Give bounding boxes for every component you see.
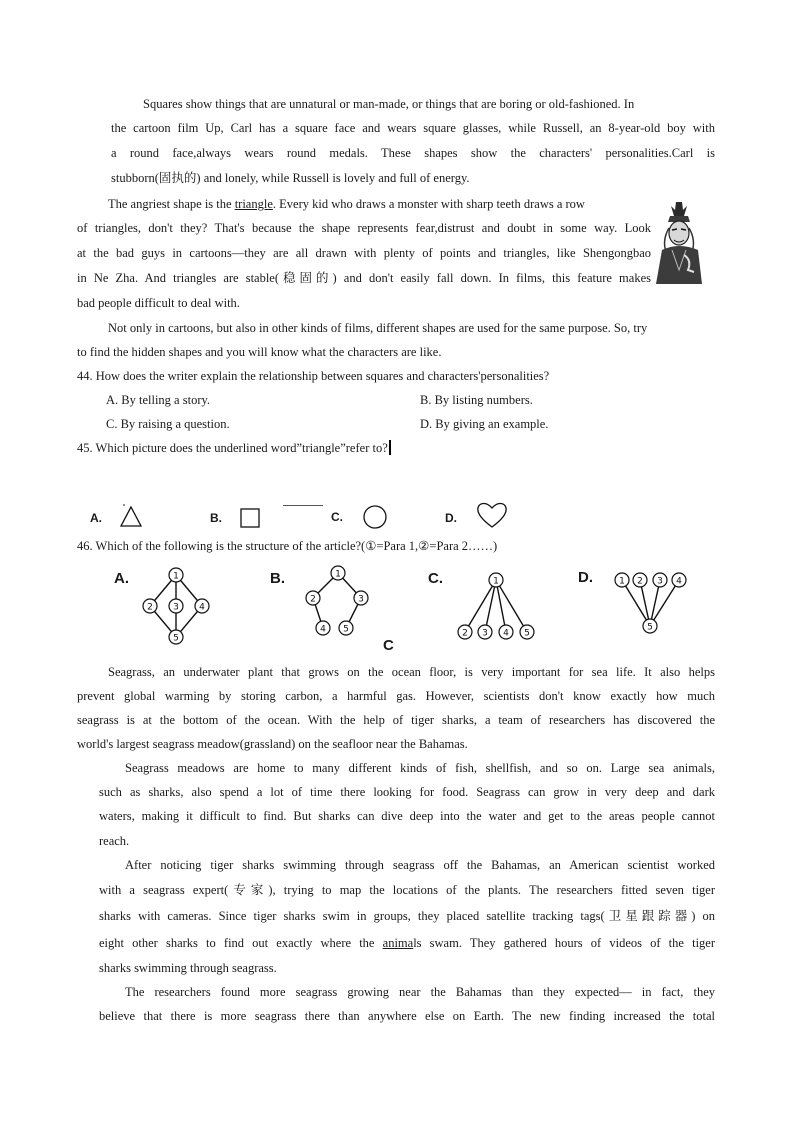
para2-line2: of triangles, don't they? That's because the shape represents fear,distrust and doubt in some way. Look bbox=[77, 221, 651, 235]
svg-text:2: 2 bbox=[637, 576, 643, 587]
para2-line1 bbox=[108, 195, 585, 213]
q45-label-c[interactable]: C. bbox=[331, 510, 343, 524]
svg-text:4: 4 bbox=[320, 624, 326, 635]
para1-line2: the cartoon film Up, Carl has a square face and wears square glasses, while Russell, an 8-year-old boy with bbox=[111, 121, 715, 135]
underlined-animals: anima bbox=[382, 936, 414, 950]
passage-c-p3-line5: sharks swimming through seagrass. bbox=[99, 961, 277, 975]
svg-text:4: 4 bbox=[199, 602, 205, 613]
heart-icon[interactable] bbox=[475, 500, 509, 530]
para2-line3: at the bad guys in cartoons—they are all drawn with plenty of points and triangles, like Shengongbao bbox=[77, 246, 651, 260]
passage-c-p1-line4: world's largest seagrass meadow(grassland) on the seafloor near the Bahamas. bbox=[77, 737, 468, 751]
q45-stem-text: 45. Which picture does the underlined word”triangle”refer to? bbox=[77, 441, 388, 455]
passage-c-p3-line2: with a seagrass expert(专家), trying to map the locations of the plants. The researchers fitted seven tiger bbox=[99, 883, 715, 897]
q44-stem: 44. How does the writer explain the relationship between squares and characters'personalities? bbox=[77, 369, 550, 383]
q46-stem: 46. Which of the following is the structure of the article?(①=Para 1,②=Para 2……) bbox=[77, 539, 498, 553]
passage-c-p1-line2: prevent global warming by storing carbon, a harmful gas. However, scientists don't know exactly how much bbox=[77, 689, 715, 703]
passage-c-p3-line3: sharks with cameras. Since tiger sharks swim in groups, they placed satellite tracking tags(卫星跟踪器) on bbox=[99, 909, 715, 923]
passage-c-p2-line2: such as sharks, also spend a lot of time there looking for food. Seagrass can grow in very deep and dark bbox=[99, 785, 715, 799]
passage-c-p3-line4-post: ls swam. They gathered hours of videos of the tiger bbox=[413, 936, 715, 950]
passage-c-p1-line3: seagrass is at the bottom of the ocean. With the help of tiger sharks, a team of researchers has discovered the bbox=[77, 713, 715, 727]
structure-diagram-d[interactable] bbox=[610, 566, 692, 638]
q46-label-c[interactable]: C. bbox=[428, 570, 443, 587]
svg-text:3: 3 bbox=[173, 602, 179, 613]
svg-text:1: 1 bbox=[619, 576, 625, 587]
para1-line4: stubborn(固执的) and lonely, while Russell is lovely and full of energy. bbox=[111, 171, 470, 185]
divider-dash bbox=[283, 505, 323, 506]
passage-c-p4-line1: The researchers found more seagrass growing near the Bahamas than they expected— in fact, they bbox=[125, 985, 715, 999]
svg-text:1: 1 bbox=[493, 576, 499, 587]
square-icon[interactable] bbox=[238, 506, 262, 530]
svg-text:3: 3 bbox=[358, 594, 364, 605]
para2-line1-pre: The angriest shape is the bbox=[108, 197, 235, 211]
q45-label-d[interactable]: D. bbox=[445, 511, 457, 525]
svg-text:1: 1 bbox=[335, 569, 341, 580]
passage-c-p3-line4-pre: eight other sharks to find out exactly where the bbox=[99, 936, 383, 950]
circle-icon[interactable] bbox=[361, 503, 389, 531]
svg-text:5: 5 bbox=[647, 622, 653, 633]
passage-c-p2-line4: reach. bbox=[99, 834, 130, 848]
para1-line1: Squares show things that are unnatural or man-made, or things that are boring or old-fashioned. In bbox=[143, 97, 635, 111]
para2-line1-post: . Every kid who draws a monster with sharp teeth draws a row bbox=[272, 197, 585, 211]
structure-diagram-b[interactable] bbox=[298, 563, 378, 639]
q44-option-a[interactable]: A. By telling a story. bbox=[106, 393, 211, 407]
section-c-heading: C bbox=[383, 637, 394, 654]
svg-text:2: 2 bbox=[147, 602, 153, 613]
text-cursor bbox=[389, 440, 391, 455]
passage-c-p1-line1: Seagrass, an underwater plant that grows on the ocean floor, is very important for sea life. It also helps bbox=[108, 665, 715, 679]
svg-text:5: 5 bbox=[524, 628, 530, 639]
q46-label-b[interactable]: B. bbox=[270, 570, 285, 587]
structure-diagram-a[interactable] bbox=[138, 563, 214, 647]
para3-line2: to find the hidden shapes and you will know what the characters are like. bbox=[77, 345, 442, 359]
svg-text:4: 4 bbox=[676, 576, 682, 587]
svg-text:5: 5 bbox=[343, 624, 349, 635]
q44-option-c[interactable]: C. By raising a question. bbox=[106, 417, 230, 431]
q45-label-a[interactable]: A. bbox=[90, 511, 102, 525]
structure-diagram-c[interactable] bbox=[452, 566, 542, 642]
q45-stem bbox=[77, 439, 391, 457]
svg-text:4: 4 bbox=[503, 628, 509, 639]
passage-c-p3-line4 bbox=[99, 934, 715, 952]
svg-text:2: 2 bbox=[462, 628, 468, 639]
q44-option-d[interactable]: D. By giving an example. bbox=[420, 417, 549, 431]
passage-c-p4-line2: believe that there is more seagrass there than anywhere else on Earth. The new finding increased the total bbox=[99, 1009, 715, 1023]
underlined-triangle: triangle bbox=[234, 197, 273, 211]
svg-text:2: 2 bbox=[310, 594, 316, 605]
q46-label-a[interactable]: A. bbox=[114, 570, 129, 587]
q45-label-b[interactable]: B. bbox=[210, 511, 222, 525]
svg-text:5: 5 bbox=[173, 633, 179, 644]
para2-line4: in Ne Zha. And triangles are stable(稳固的) and don't easily fall down. In films, this feature makes bbox=[77, 271, 651, 285]
passage-c-p3-line1: After noticing tiger sharks swimming through seagrass off the Bahamas, an American scientist worked bbox=[125, 858, 715, 872]
svg-text:3: 3 bbox=[482, 628, 488, 639]
q46-label-d[interactable]: D. bbox=[578, 569, 593, 586]
para1-line3: a round face,always wears round medals. These shapes show the characters' personalities.Carl is bbox=[111, 146, 715, 160]
para3-line1: Not only in cartoons, but also in other kinds of films, different shapes are used for the same purpose. So, try bbox=[108, 321, 648, 335]
para2-line5: bad people difficult to deal with. bbox=[77, 296, 240, 310]
svg-text:1: 1 bbox=[173, 571, 179, 582]
passage-c-p2-line1: Seagrass meadows are home to many different kinds of fish, shellfish, and so on. Large sea animals, bbox=[125, 761, 715, 775]
passage-c-p2-line3: waters, making it difficult to find. But sharks can dive deep into the water and get to the areas people cannot bbox=[99, 809, 715, 823]
q44-option-b[interactable]: B. By listing numbers. bbox=[420, 393, 533, 407]
triangle-icon[interactable] bbox=[118, 503, 144, 529]
shengongbao-illustration bbox=[654, 200, 704, 284]
svg-text:3: 3 bbox=[657, 576, 663, 587]
